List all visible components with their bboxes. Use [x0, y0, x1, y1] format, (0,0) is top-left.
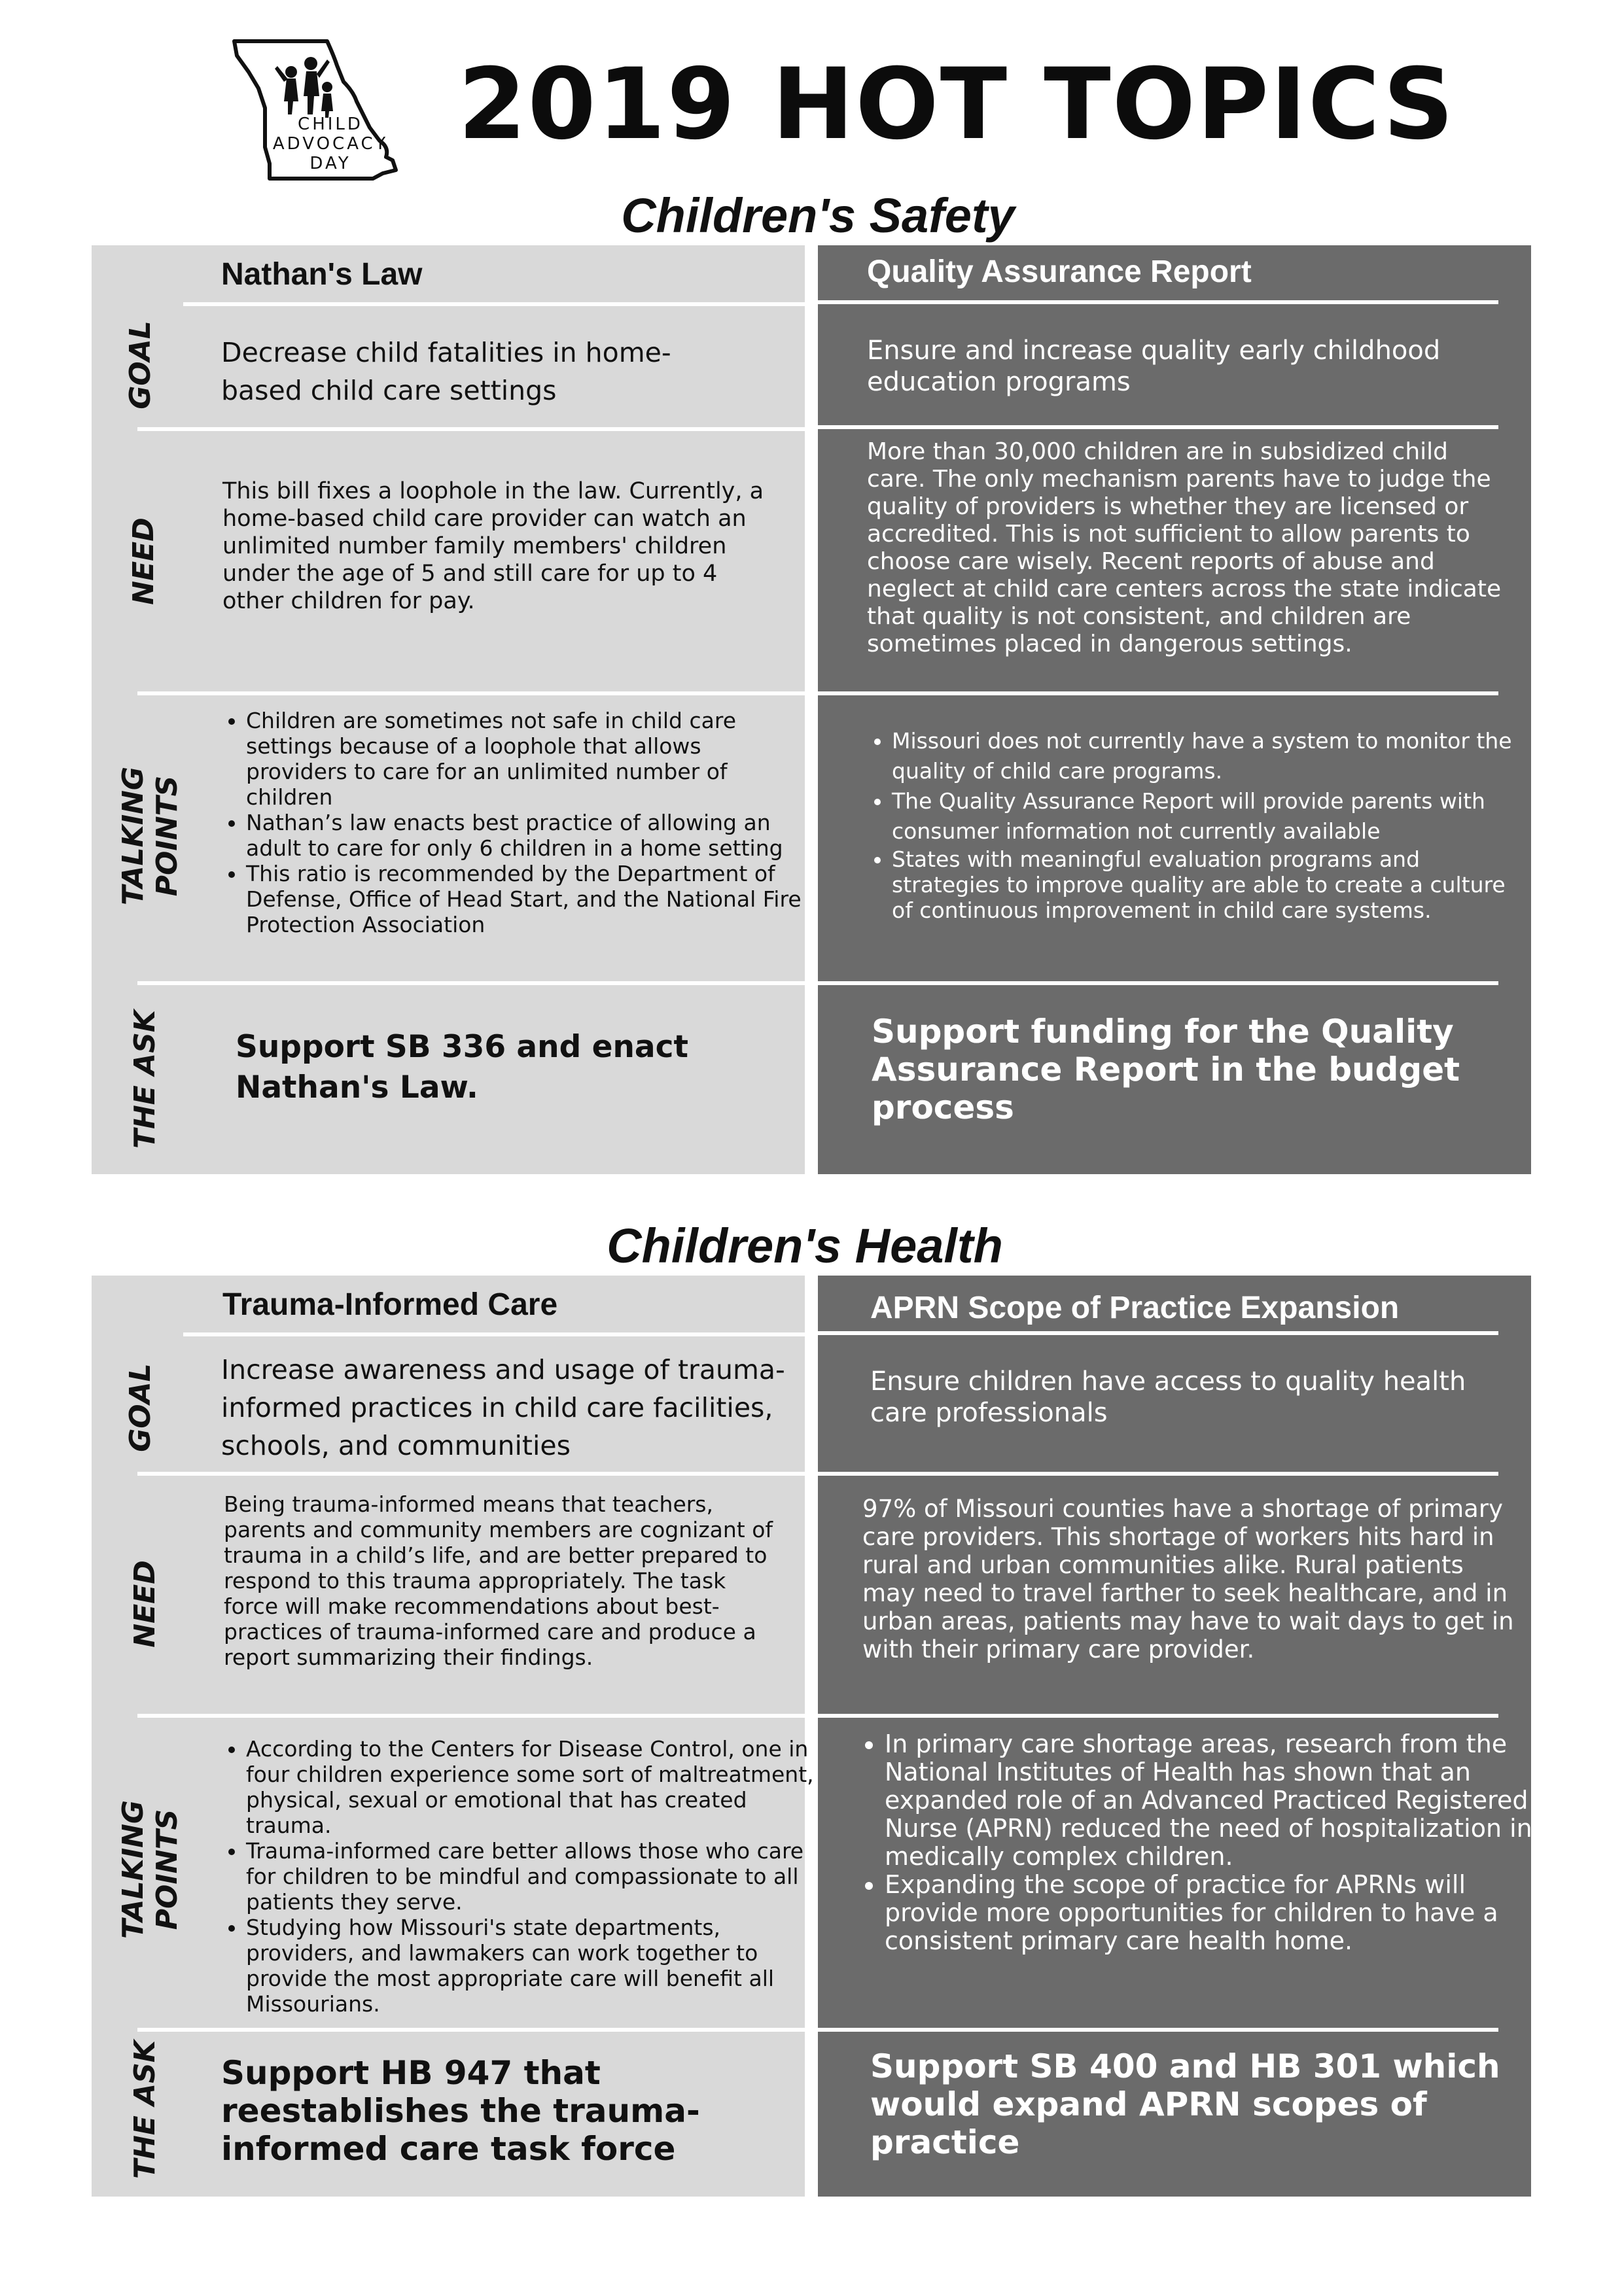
row-label-the-ask: THE ASK: [128, 1009, 162, 1149]
ask-text: Support SB 400 and HB 301 which would expand APRN scopes of practice: [870, 2047, 1500, 2161]
list-item: • States with meaningful evaluation programs and strategies to improve quality are able to create a culture of continuous improvement in child care systems.: [892, 846, 1520, 923]
column-heading-aprn-scope: APRN Scope of Practice Expansion: [870, 1291, 1400, 1325]
divider: [818, 691, 1498, 695]
goal-text: Increase awareness and usage of trauma-informed practices in child care facilities, schools, and communities: [221, 1354, 785, 1461]
list-item: • Children are sometimes not safe in child care settings because of a loophole that allows providers to care for an unlimited number of children: [246, 708, 802, 810]
divider: [137, 981, 805, 985]
divider: [818, 981, 1498, 985]
ask-text: Support HB 947 that reestablishes the trauma-informed care task force: [221, 2054, 700, 2168]
divider: [818, 1714, 1498, 1718]
need-text: This bill fixes a loophole in the law. Currently, a home-based child care provider can watch an unlimited number family members' children under the age of 5 and still care for up to 4 other children for pay.: [222, 478, 764, 614]
list-item: • Trauma-informed care better allows those who care for children to be mindful and compassionate to all patients they serve.: [246, 1838, 815, 1915]
need-text: Being trauma-informed means that teachers, parents and community members are cognizant of trauma in a child’s life, and are better prepared to respond to this trauma appropriately. The task force will make recommendations about best-practices of trauma-informed care and produce a report summarizing their findings.: [224, 1491, 773, 1670]
column-heading-nathans-law: Nathan's Law: [221, 257, 423, 292]
column-heading-trauma-informed-care: Trauma-Informed Care: [222, 1287, 558, 1322]
row-label-talking-points: [116, 1800, 185, 1939]
child-advocacy-day-logo: [229, 36, 412, 186]
logo-text-line: ADVOCACY: [272, 134, 389, 154]
divider: [137, 2028, 805, 2032]
divider: [137, 1472, 805, 1476]
divider: [818, 2028, 1498, 2032]
talking-points-list: [858, 1730, 1532, 1955]
row-label-goal: GOAL: [124, 321, 157, 409]
divider: [183, 1332, 805, 1336]
list-item: • This ratio is recommended by the Department of Defense, Office of Head Start, and the National Fire Protection Association: [246, 861, 802, 937]
divider: [818, 300, 1498, 304]
talking-points-list: [221, 1736, 815, 2017]
talking-points-list: [867, 726, 1520, 923]
divider: [137, 691, 805, 695]
row-label-the-ask: THE ASK: [128, 2040, 162, 2180]
talking-points-list: [221, 708, 802, 937]
divider: [137, 427, 805, 431]
list-item: • Missouri does not currently have a system to monitor the quality of child care programs.: [892, 726, 1520, 786]
section-title-safety: Children's Safety: [621, 188, 1015, 243]
row-label-line: POINTS: [150, 1809, 184, 1930]
list-item: • According to the Centers for Disease Control, one in four children experience some sort of maltreatment, physical, sexual or emotional that has created trauma.: [246, 1736, 815, 1838]
need-text: 97% of Missouri counties have a shortage of primary care providers. This shortage of workers hits hard in rural and urban communities alike. Rural patients may need to travel farther to seek healthcare, and in urban areas, patients may have to wait days to get in with their primary care provider.: [862, 1495, 1514, 1663]
column-heading-quality-assurance: Quality Assurance Report: [867, 254, 1252, 289]
page-title: 2019 HOT TOPICS: [458, 48, 1455, 162]
row-label-line: TALKING: [116, 1800, 150, 1939]
row-label-line: TALKING: [116, 766, 150, 906]
list-item: • Expanding the scope of practice for APRNs will provide more opportunities for children to have a consistent primary care health home.: [885, 1871, 1532, 1955]
divider: [818, 1472, 1498, 1476]
list-item: • Studying how Missouri's state departments, providers, and lawmakers can work together to provide the most appropriate care will benefit all Missourians.: [246, 1915, 815, 2017]
ask-text: Support SB 336 and enact Nathan's Law.: [236, 1029, 688, 1105]
need-text: More than 30,000 children are in subsidized child care. The only mechanism parents have to judge the quality of providers is whether they are licensed or accredited. This is not sufficient to allow parents to choose care wisely. Recent reports of abuse and neglect at child care centers across the state indicate that quality is not consistent, and children are sometimes placed in dangerous settings.: [867, 438, 1502, 657]
divider: [818, 425, 1498, 429]
row-label-line: POINTS: [150, 775, 184, 897]
goal-text: Decrease child fatalities in home-based child care settings: [221, 337, 671, 406]
list-item: • The Quality Assurance Report will provide parents with consumer information not currently available: [892, 786, 1520, 846]
list-item: • Nathan’s law enacts best practice of allowing an adult to care for only 6 children in a home setting: [246, 810, 802, 861]
row-label-goal: GOAL: [124, 1363, 157, 1452]
row-label-need: NEED: [127, 517, 160, 605]
divider: [183, 302, 805, 306]
goal-text: Ensure and increase quality early childhood education programs: [867, 336, 1441, 397]
row-label-need: NEED: [128, 1560, 162, 1648]
logo-text-line: DAY: [309, 154, 351, 173]
section-title-health: Children's Health: [607, 1219, 1003, 1273]
divider: [818, 1331, 1498, 1335]
list-item: • In primary care shortage areas, research from the National Institutes of Health has shown that an expanded role of an Advanced Practiced Registered Nurse (APRN) reduced the need of hospitalization in medically complex children.: [885, 1730, 1532, 1871]
logo-text-line: CHILD: [298, 114, 363, 134]
row-label-talking-points: [116, 767, 185, 905]
ask-text: Support funding for the Quality Assurance Report in the budget process: [872, 1013, 1460, 1126]
divider: [137, 1714, 805, 1718]
goal-text: Ensure children have access to quality health care professionals: [870, 1366, 1466, 1428]
